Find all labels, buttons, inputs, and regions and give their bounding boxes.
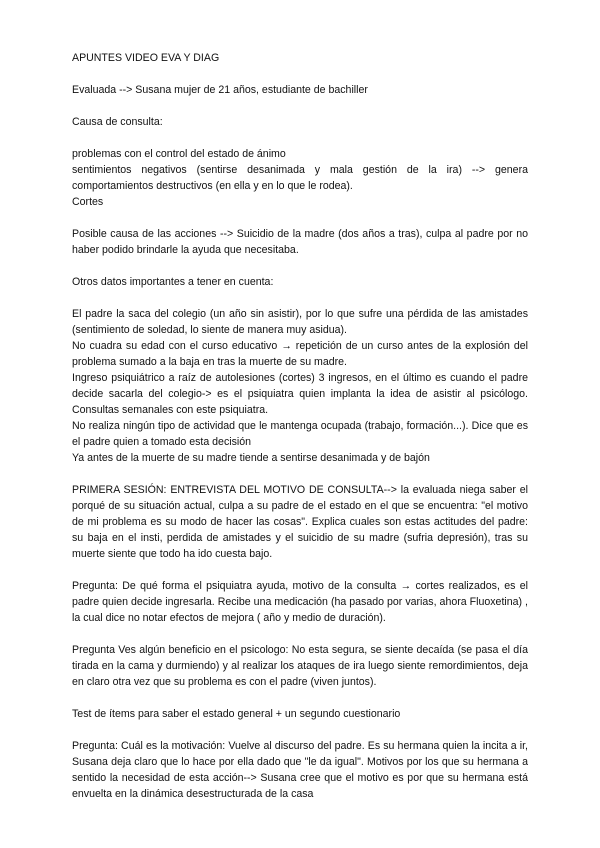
pregunta-paragraph: Pregunta: Cuál es la motivación: Vuelve al discurso del padre. Es su hermana quien la incita a ir, Susana deja claro que lo hace por ella dado que "le da igual". Motivos por los que su hermana a sentido la necesidad de esta acción--> Susana cree que el motivo es por que su hermana está envuelta en la dinámica desestructurada de la casa [72,740,528,800]
otros-item: No realiza ningún tipo de actividad que le mantenga ocupada (trabajo, formación...). Dice que es el padre quien a tomado esta decisión [72,420,528,448]
pregunta-paragraph: Pregunta: De qué forma el psiquiatra ayuda, motivo de la consulta → cortes realizados, es el padre quien decide ingresarla. Recibe una medicación (ha pasado por varias, ahora Fluoxetina) , la cual dice no notar efectos de mejora ( año y medio de duración). [72,580,528,624]
otros-item: Ya antes de la muerte de su madre tiende a sentirse desanimada y de bajón [72,452,430,464]
otros-item: El padre la saca del colegio (un año sin asistir), por lo que sufre una pérdida de las amistades (sentimiento de soledad, lo siente de manera muy asidua). [72,308,528,336]
primera-sesion-paragraph: PRIMERA SESIÓN: ENTREVISTA DEL MOTIVO DE CONSULTA--> la evaluada niega saber el porqué de su situación actual, culpa a su padre de el estado en el que se encuentra: "el motivo de mi problema es su modo de hacer las cosas". Explica cuales son estas actitudes del padre: su baja en el insti, perdida de amistades y el suicidio de su madre (sufria depresión), tras su muerte siente que todo ha ido cuesta bajo. [72,484,528,560]
causa-item: Cortes [72,196,104,208]
otros-item: No cuadra su edad con el curso educativo → repetición de un curso antes de la explosión del problema sumado a la baja en tras la muerte de su madre. [72,340,528,368]
causa-item: problemas con el control del estado de ánimo [72,148,286,160]
causa-item: sentimientos negativos (sentirse desanimada y mala gestión de la ira) --> genera comportamientos destructivos (en ella y en lo que le rodea). [72,164,528,192]
causa-heading: Causa de consulta: [72,116,163,128]
otros-heading: Otros datos importantes a tener en cuenta: [72,276,274,288]
document-title: APUNTES VIDEO EVA Y DIAG [72,52,220,64]
test-line: Test de ítems para saber el estado general + un segundo cuestionario [72,708,401,720]
pregunta-paragraph: Pregunta Ves algún beneficio en el psicologo: No esta segura, se siente decaída (se pasa el día tirada en la cama y durmiendo) y al realizar los ataques de ira luego siente remordimientos, deja en claro otra vez que su problema es con el padre (viven juntos). [72,644,528,688]
document-page [72,50,528,802]
evaluada-line: Evaluada --> Susana mujer de 21 años, estudiante de bachiller [72,84,368,96]
otros-item: Ingreso psiquiátrico a raíz de autolesiones (cortes) 3 ingresos, en el último es cuando el padre decide sacarla del colegio-> es el psiquiatra quien implanta la idea de asistir al psicólogo. Consultas semanales con este psiquiatra. [72,372,528,416]
posible-causa-paragraph: Posible causa de las acciones --> Suicidio de la madre (dos años a tras), culpa al padre por no haber podido brindarle la ayuda que necesitaba. [72,228,528,256]
